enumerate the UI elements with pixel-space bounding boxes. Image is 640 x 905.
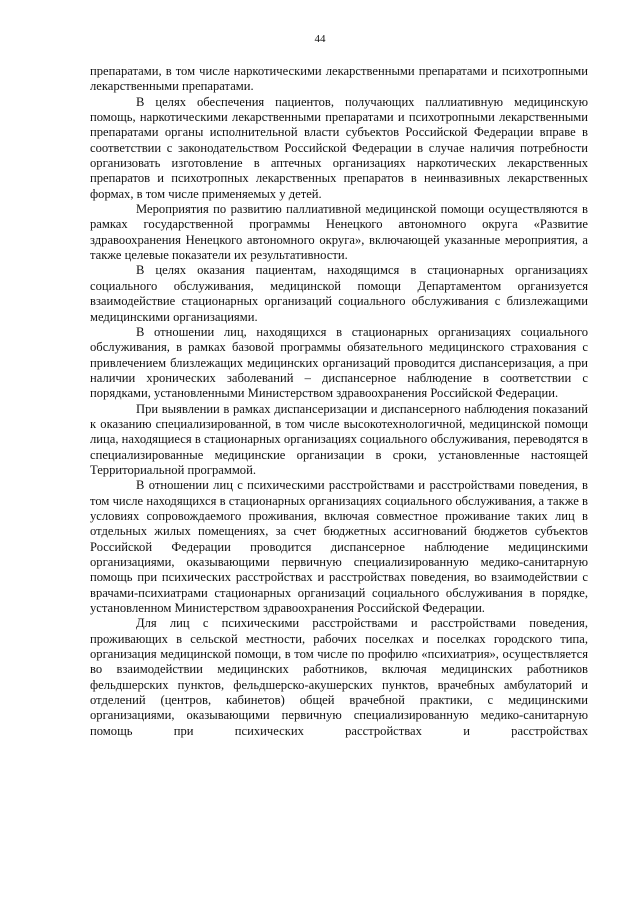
paragraph-specialized-transfer: При выявлении в рамках диспансеризации и диспансерного наблюдения показаний к оказанию специализированной, в том числе высокотехнологичной, медицинской помощи лица, находящиеся в стационарных организациях социального обслуживания, переводятся в специализированные медицинские организации в сроки, установленные настоящей Территориальной программой. bbox=[90, 401, 588, 477]
page-number: 44 bbox=[314, 33, 326, 45]
paragraph-narcotic-supply: В целях обеспечения пациентов, получающих паллиативную медицинскую помощь, наркотическими лекарственными препаратами и психотропными лекарственными препаратами органы исполнительной власти субъектов Российской Федерации вправе в соответствии с законодательством Российской Федерации в случае наличия потребности организовать изготовление в аптечных организациях наркотических лекарственных препаратов и психотропных лекарственных препаратов в неинвазивных лекарственных формах, в том числе применяемых у детей. bbox=[90, 94, 588, 201]
paragraph-palliative-program: Мероприятия по развитию паллиативной медицинской помощи осуществляются в рамках государственной программы Ненецкого автономного округа «Развитие здравоохранения Ненецкого автономного округа», включающей указанные мероприятия, а также целевые показатели их результативности. bbox=[90, 202, 588, 263]
paragraph-mental-disorders-observation: В отношении лиц с психическими расстройствами и расстройствами поведения, в том числе находящихся в стационарных организациях социального обслуживания, а также в условиях сопровождаемого проживания, включая совместное проживание таких лиц в отдельных жилых помещениях, за счет бюджетных ассигнований бюджетов субъектов Российской Федерации проводится диспансерное наблюдение медицинскими организациями, оказывающими первичную специализированную медико-санитарную помощь при психических расстройствах и расстройствах поведения, во взаимодействии с врачами-психиатрами стационарных организаций социального обслуживания в порядке, установленном Министерством здравоохранения Российской Федерации. bbox=[90, 478, 588, 616]
paragraph-dispensary-screening: В отношении лиц, находящихся в стационарных организациях социального обслуживания, в рамках базовой программы обязательного медицинского страхования с привлечением близлежащих медицинских организаций проводится диспансеризация, а при наличии хронических заболеваний – диспансерное наблюдение в соответствии с порядками, установленными Министерством здравоохранения Российской Федерации. bbox=[90, 324, 588, 401]
document-body bbox=[90, 64, 588, 739]
paragraph-social-care-interaction: В целях оказания пациентам, находящимся в стационарных организациях социального обслуживания, медицинской помощи Департаментом организуется взаимодействие стационарных организаций социального обслуживания с близлежащими медицинскими организациями. bbox=[90, 263, 588, 324]
paragraph-rural-psychiatry: Для лиц с психическими расстройствами и расстройствами поведения, проживающих в сельской местности, рабочих поселках и поселках городского типа, организация медицинской помощи, в том числе по профилю «психиатрия», осуществляется во взаимодействии медицинских работников, включая медицинских работников фельдшерских пунктов, фельдшерско-акушерских пунктов, врачебных амбулаторий и отделений (центров, кабинетов) общей врачебной практики, с медицинскими организациями, оказывающими первичную специализированную медико-санитарную помощь при психических расстройствах и расстройствах bbox=[90, 616, 588, 738]
paragraph-continuation: препаратами, в том числе наркотическими лекарственными препаратами и психотропными лекарственными препаратами. bbox=[90, 64, 588, 94]
